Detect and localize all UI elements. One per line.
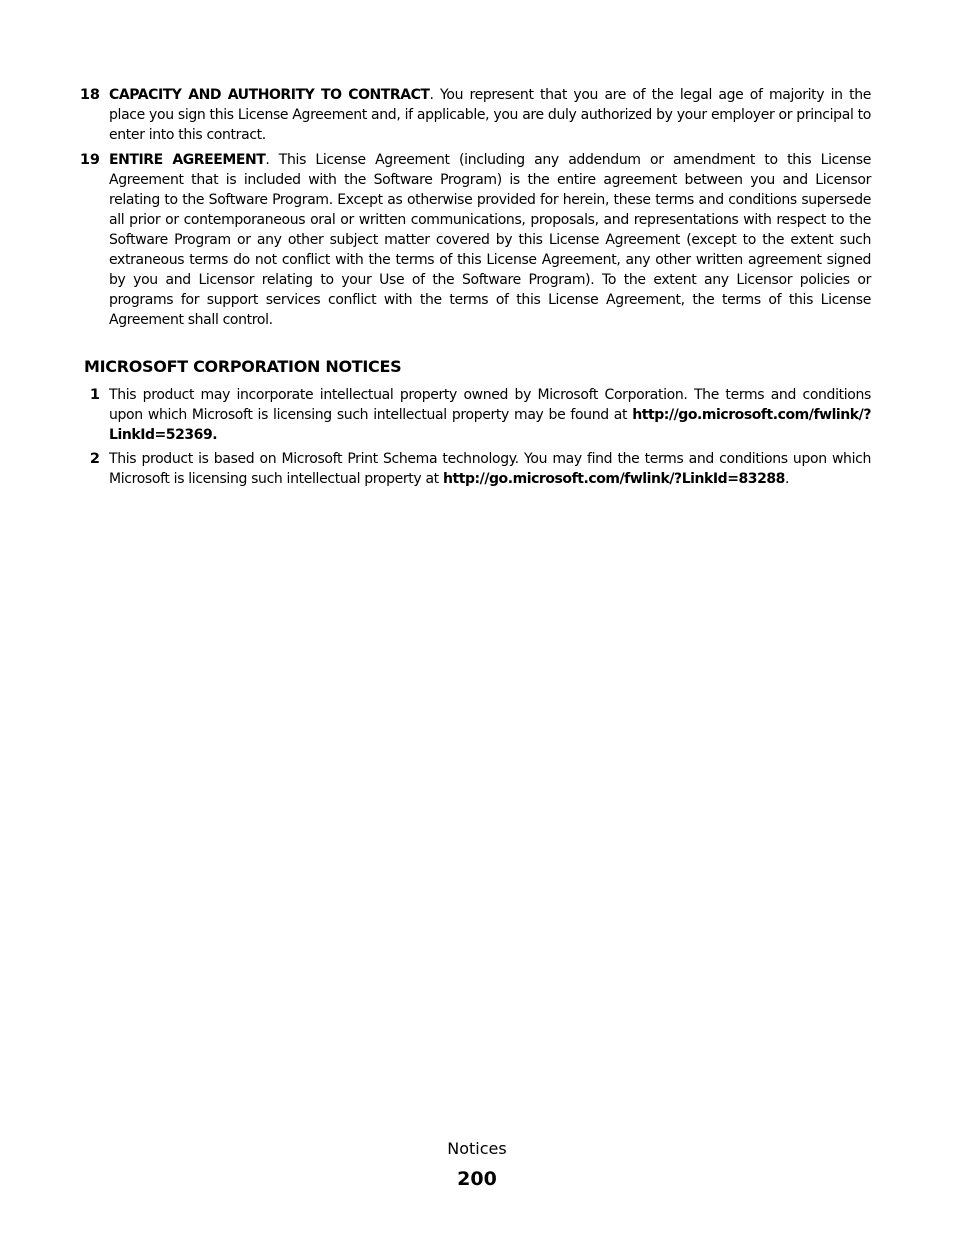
item-body: . You represent that you are of the legal age of majority in the place you sign this License Agreement and, if applicable, you are duly authorized by your employer or principal to enter into this contract. — [109, 87, 871, 143]
item-number: 1 — [89, 387, 100, 403]
item-text — [109, 385, 871, 445]
microsoft-item-1 — [78, 385, 878, 445]
item-link[interactable]: http://go.microsoft.com/fwlink/?LinkId=83288 — [442, 471, 785, 487]
item-title: ENTIRE AGREEMENT — [109, 152, 266, 168]
footer-section-label: Notices — [447, 1139, 507, 1158]
item-text — [109, 85, 871, 145]
microsoft-item-2 — [78, 449, 878, 489]
page-number: 200 — [457, 1168, 497, 1190]
item-title: CAPACITY AND AUTHORITY TO CONTRACT — [109, 87, 430, 103]
item-after: . — [784, 471, 790, 487]
section-heading: MICROSOFT CORPORATION NOTICES — [84, 357, 402, 376]
item-text — [109, 150, 871, 330]
item-body: This product may incorporate intellectual property owned by Microsoft Corporation. The terms and conditions upon which Microsoft is licensing such intellectual property may be found at — [109, 387, 871, 423]
item-body: . This License Agreement (including any addendum or amendment to this License Agreement that is included with the Software Program) is the entire agreement between you and Licensor relating to the Software Program. Except as otherwise provided for herein, these terms and conditions supersede all prior or contemporaneous oral or written communications, proposals, and representations with respect to the Software Program or any other subject matter covered by this License Agreement (except to the extent such extraneous terms do not conflict with the terms of this License Agreement, any other written agreement signed by you and Licensor relating to your Use of the Software Program). To the extent any Licensor policies or programs for support services conflict with the terms of this License Agreement, the terms of this License Agreement shall control. — [109, 152, 871, 328]
item-link[interactable]: http://go.microsoft.com/fwlink/?LinkId=52369. — [109, 407, 871, 443]
license-item-18 — [78, 85, 878, 145]
item-body: This product is based on Microsoft Print Schema technology. You may find the terms and conditions upon which Microsoft is licensing such intellectual property at — [109, 451, 871, 487]
item-number: 2 — [89, 451, 100, 467]
item-number: 19 — [79, 152, 100, 168]
item-text — [109, 449, 871, 489]
item-number: 18 — [79, 87, 100, 103]
license-item-19 — [78, 150, 878, 330]
